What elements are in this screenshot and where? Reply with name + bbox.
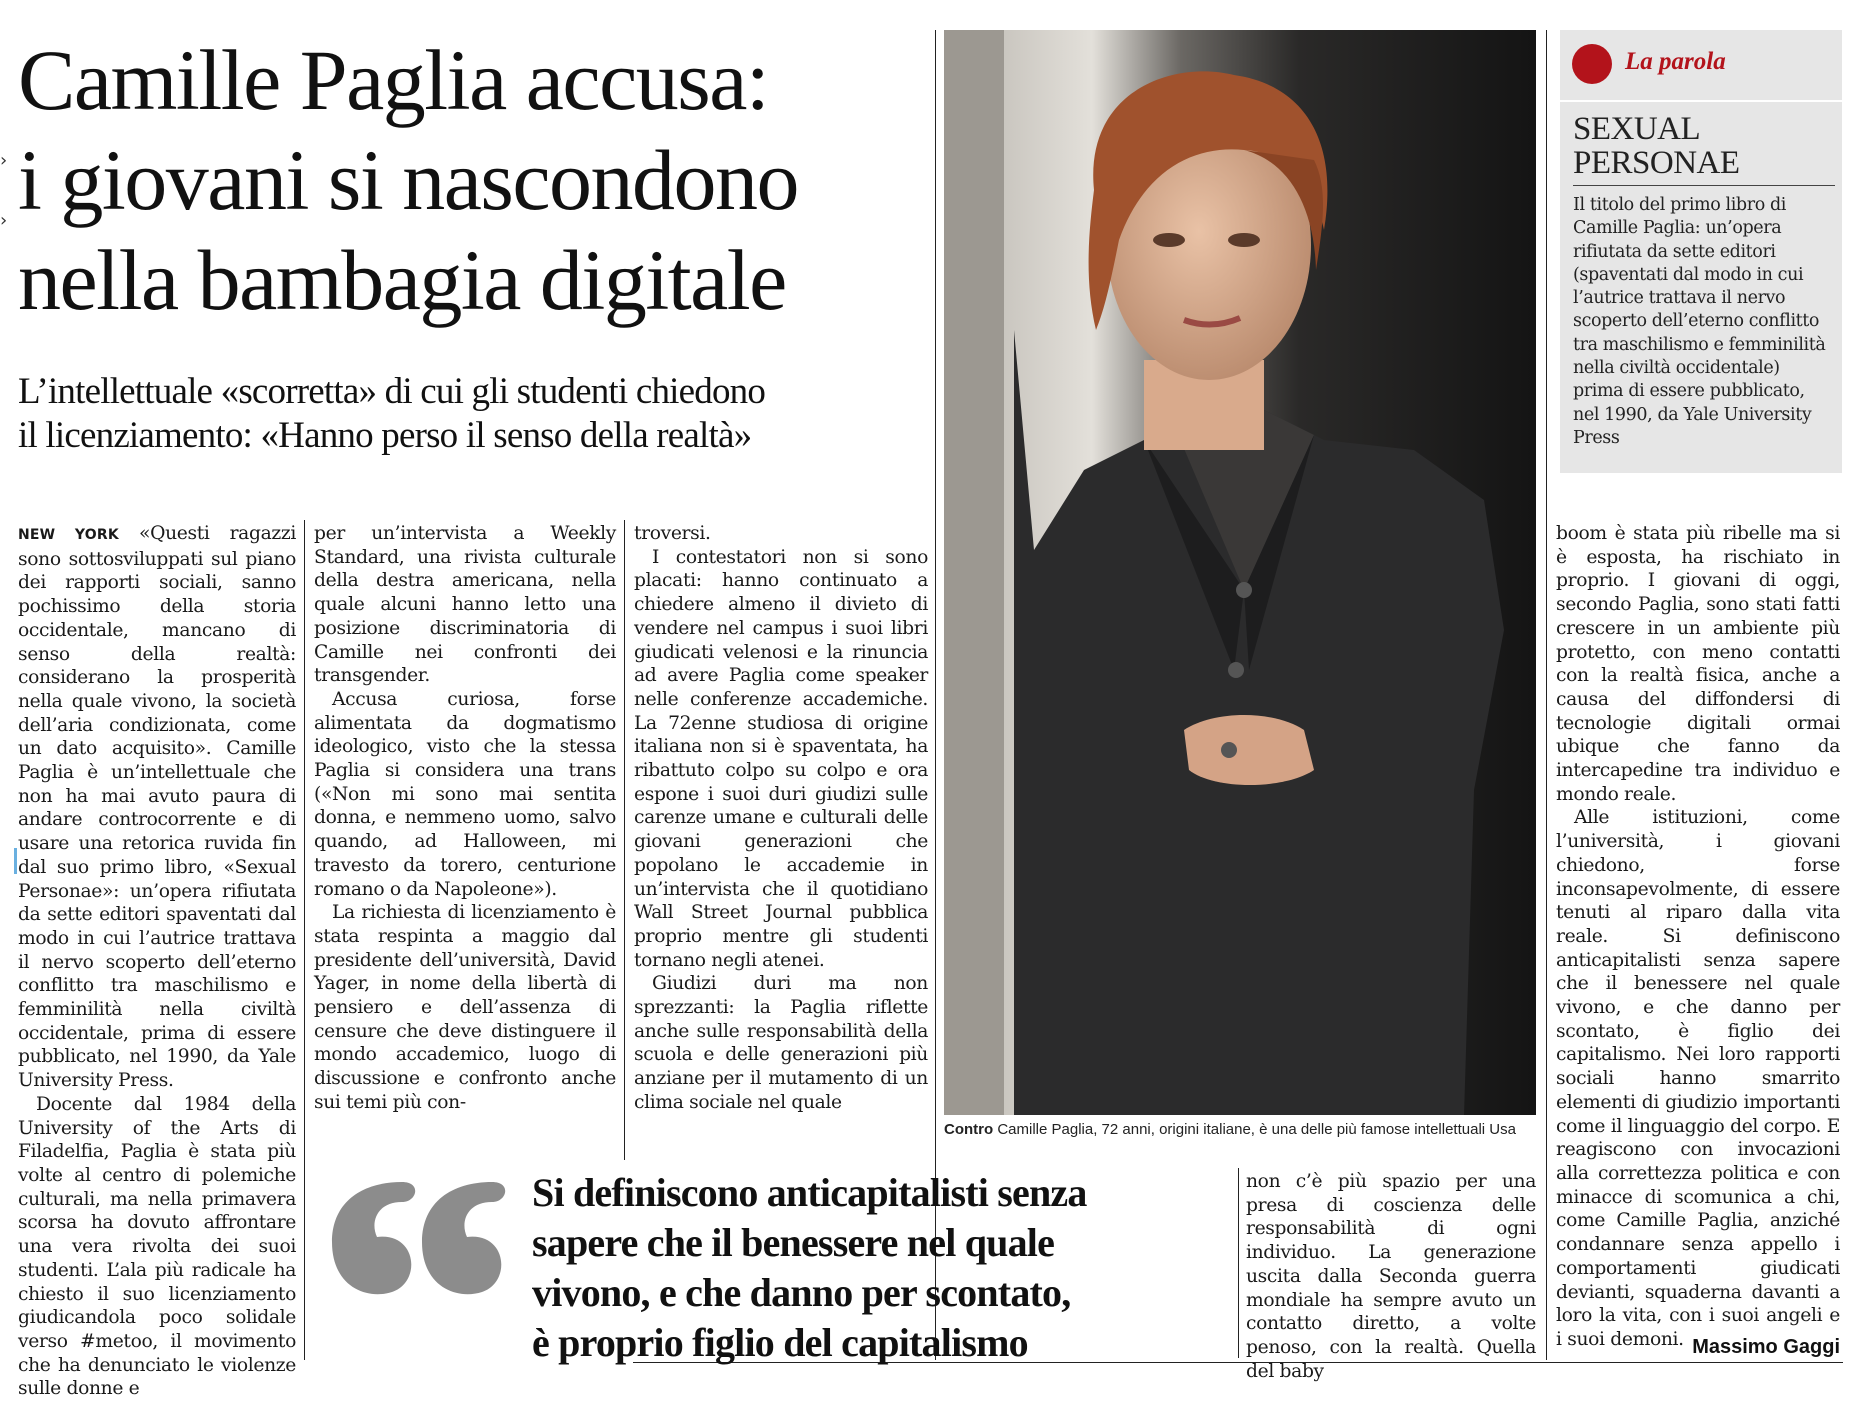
photo-caption — [944, 1120, 1536, 1140]
portrait-photo — [944, 30, 1536, 1115]
article-column-3 — [634, 522, 928, 1162]
quote-mark-icon — [322, 1172, 522, 1312]
article-paragraph: troversi. — [634, 523, 711, 544]
crop-mark-icon: › — [0, 210, 8, 231]
margin-marker — [14, 848, 17, 874]
headline-line: nella bambagia digitale — [18, 232, 786, 328]
crop-mark-icon: › — [0, 150, 8, 171]
article-paragraph: Docente dal 1984 della University of the Arts di Filadelfia, Paglia è stata più volte al centro di polemiche culturali, ma nella primavera scorsa ha dovuto affrontare una vera rivolta dei suoi studenti. L’ala più radicale ha chiesto il suo licenziamento giudicandola poco solidale verso #metoo, il movimento che ha denunciato le violenze sulle donne e — [18, 1093, 296, 1400]
article-paragraph: I contestatori non si sono placati: hanno continuato a chiedere almeno il divieto di vendere nel campus i suoi libri giudicati velenosi e la rinuncia ad avere Paglia come speaker nelle conferenze accademiche. La 72enne studiosa di origine italiana non si è spaventata, ha ribattuto colpo su colpo e ora espone i suoi duri giudizi sulle carenze umane e culturali delle giovani generazioni che popolano le accademie in un’intervista che il quotidiano Wall Street Journal pubblica proprio mentre gli studenti tornano negli atenei. — [634, 546, 928, 971]
headline-line: i giovani si nascondono — [18, 132, 799, 228]
sidebar-label: La parola — [1625, 48, 1726, 75]
portrait-illustration — [944, 30, 1536, 1115]
article-paragraph: non c’è più spazio per una presa di coscienza delle responsabilità di ogni individuo. La generazione uscita dalla Seconda guerra mondiale ha sempre avuto un contatto diretto, a volte penoso, con la realtà. Quella del baby — [1246, 1171, 1536, 1382]
sidebar-text: Il titolo del primo libro di Camille Paglia: un’opera rifiutata da sette editori (spaventati dal modo in cui l’autrice trattava il nervo scoperto dell’eterno conflitto tra maschilismo e femminilità nella civiltà occidentale) prima di essere pubblicato, nel 1990, da Yale University Press — [1573, 195, 1826, 448]
column-rule — [304, 520, 305, 1360]
article-paragraph: NEW YORK «Questi ragazzi sono sottosviluppati sul piano dei rapporti sociali, sanno pochissimo della storia occidentale, mancano di senso della realtà: considerano la prosperità nella quale vivono, la società dell’aria condizionata, come un dato acquisito». Camille Paglia è un’intellettuale che non ha mai avuto paura di andare controcorrente e di usare una retorica ruvida fin dal suo primo libro, «Sexual Personae»: un’opera rifiutata da sette editori spaventati dal modo in cui l’autrice trattava il nervo scoperto dell’eterno conflitto tra maschilismo e femminilità nella civiltà occidentale, prima di essere pubblicato, nel 1990, da Yale University Press. — [18, 523, 296, 1092]
sidebar-box — [1560, 30, 1842, 473]
subheadline-line: il licenziamento: «Hanno perso il senso della realtà» — [18, 415, 752, 456]
subheadline-line: L’intellettuale «scorretta» di cui gli studenti chiedono — [18, 371, 766, 412]
sidebar-title: SEXUAL PERSONAE — [1573, 111, 1740, 181]
column-rule — [935, 30, 936, 1360]
article-paragraph: Giudizi duri ma non sprezzanti: la Paglia riflette anche sulle responsabilità della scuola e delle generazioni più anziane per il mutamento di un clima sociale nel quale — [634, 973, 928, 1113]
caption-label: Contro — [944, 1121, 994, 1138]
headline-line: Camille Paglia accusa: — [18, 32, 769, 128]
author-byline: Massimo Gaggi — [1692, 1336, 1840, 1358]
article-paragraph: per un’intervista a Weekly Standard, una rivista culturale della destra americana, nella quale alcuni hanno letto una posizione discriminatoria di Camille nei confronti dei transgender. — [314, 523, 616, 687]
article-paragraph: Alle istituzioni, come l’università, i giovani chiedono, forse inconsapevolmente, di essere tenuti al riparo dalla vita reale. Si definiscono anticapitalisti senza sapere che il benessere nel quale vivono, e che danno per scontato, è figlio dei capitalismo. Nei loro rapporti sociali hanno smarrito elementi di giudizio importanti come il linguaggio del corpo. E reagiscono con invocazioni alla correttezza politica e con minacce di scomunica a chi, come Camille Paglia, anziché condannare senza appello i comportamenti giudicati devianti, squaderna davanti a loro la vita, con i suoi angeli e i suoi demoni. — [1556, 807, 1840, 1350]
sidebar-divider — [1560, 100, 1842, 102]
sidebar-rule — [1573, 185, 1835, 186]
dateline: NEW YORK — [18, 527, 119, 543]
subheadline — [18, 370, 928, 458]
article-paragraph: La richiesta di licenziamento è stata respinta a maggio dal presidente dell’università, David Yager, in nome della libertà di pensiero e dell’assenza di censure che deve distinguere il mondo accademico, luogo di discussione e confronto anche sui temi più con- — [314, 902, 616, 1113]
pull-quote: Si definiscono anticapitalisti senza sapere che il benessere nel quale vivono, e che danno per scontato, è proprio figlio del capitalismo — [532, 1170, 1087, 1365]
article-column-1 — [18, 522, 296, 1400]
column-rule — [624, 520, 625, 1160]
column-rule — [1546, 30, 1547, 1360]
article-paragraph: boom è stata più ribelle ma si è esposta, ha rischiato in proprio. I giovani di oggi, secondo Paglia, sono stati fatti crescere in un ambiente più protetto, con meno contatti con la realtà fisica, anche a causa del diffondersi di tecnologie digitali ormai ubique che fanno da intercapedine tra individuo e mondo reale. — [1556, 523, 1840, 805]
article-column-2 — [314, 522, 616, 1162]
caption-text: Camille Paglia, 72 anni, origini italiane, è una delle più famose intellettuali Usa — [997, 1121, 1516, 1138]
article-paragraph: Accusa curiosa, forse alimentata da dogmatismo ideologico, visto che la stessa Paglia si considera una trans («Non mi sono mai sentita donna, e nemmeno uomo, salvo quando, ad Halloween, mi travesto da torero, centurione romano o da Napoleone»). — [314, 688, 616, 900]
red-dot-icon — [1572, 44, 1612, 84]
headline — [18, 30, 918, 330]
column-rule — [1238, 1168, 1239, 1358]
article-column-4 — [1246, 1170, 1536, 1382]
